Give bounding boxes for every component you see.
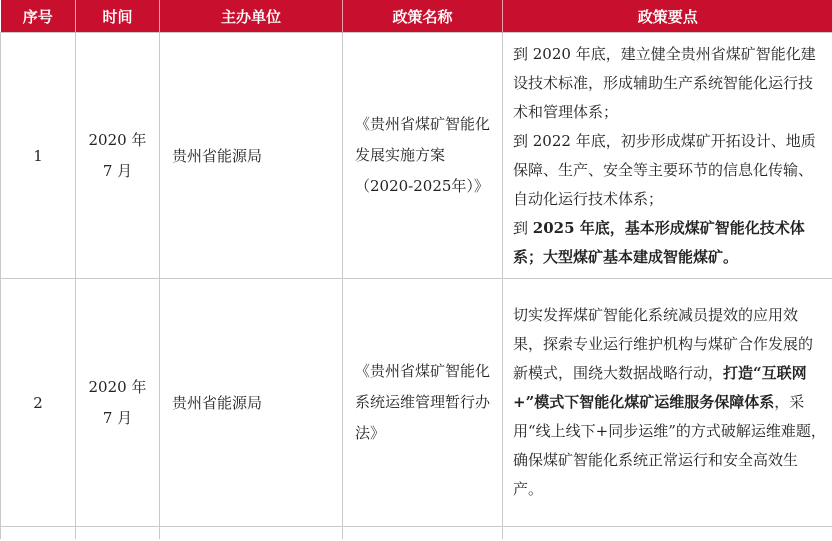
cell bbox=[503, 527, 832, 540]
row-policy-name: 《贵州省煤矿智能化系统运维管理暂行办法》 bbox=[343, 279, 503, 527]
header-points: 政策要点 bbox=[503, 0, 832, 33]
cell bbox=[160, 527, 343, 540]
row-org: 贵州省能源局 bbox=[160, 279, 343, 527]
points-bold-text: 打造“互联网+”模式下智能化煤矿运维服务保障体系 bbox=[513, 364, 807, 411]
row-policy-points bbox=[503, 279, 832, 527]
row-num: 2 bbox=[1, 279, 76, 527]
points-text: 切实发挥煤矿智能化系统减员提效的应用效果，探索专业运行维护机构与煤矿合作发展的新模式，围绕大数据战略行动， bbox=[513, 306, 814, 382]
points-text: 到 bbox=[513, 218, 533, 237]
cell bbox=[1, 527, 76, 540]
table-header-row bbox=[1, 0, 832, 33]
points-paragraph: 到 2022 年底，初步形成煤矿开拓设计、地质保障、生产、安全等主要环节的信息化传输、自动化运行技术体系； bbox=[513, 131, 816, 208]
header-num: 序号 bbox=[1, 0, 76, 33]
points-paragraph: 到 2020 年底，建立健全贵州省煤矿智能化建设技术标准，形成辅助生产系统智能化运行技术和管理体系； bbox=[513, 44, 816, 121]
row-org: 贵州省能源局 bbox=[160, 33, 343, 279]
points-bold-text: 2025 年底，基本形成煤矿智能化技术体系；大型煤矿基本建成智能煤矿。 bbox=[513, 218, 805, 266]
cell bbox=[76, 527, 160, 540]
row-time-line2: 7 月 bbox=[102, 408, 133, 427]
cell bbox=[343, 527, 503, 540]
header-time: 时间 bbox=[76, 0, 160, 33]
row-time-line2: 7 月 bbox=[102, 161, 133, 180]
table-row bbox=[1, 279, 832, 527]
header-name: 政策名称 bbox=[343, 0, 503, 33]
row-time-line1: 2020 年 bbox=[88, 130, 147, 149]
row-time bbox=[76, 33, 160, 279]
row-num: 1 bbox=[1, 33, 76, 279]
points-text: ，采用“线上线下+同步运维”的方式破解运维难题，确保煤矿智能化系统正常运行和安全高效生产。 bbox=[513, 393, 826, 498]
row-policy-points bbox=[503, 33, 832, 279]
table-row bbox=[1, 33, 832, 279]
points-paragraph bbox=[513, 214, 826, 272]
row-time bbox=[76, 279, 160, 527]
points-paragraph bbox=[513, 301, 826, 504]
table-row-partial bbox=[1, 527, 832, 540]
row-policy-name: 《贵州省煤矿智能化发展实施方案（2020-2025年）》 bbox=[343, 33, 503, 279]
header-org: 主办单位 bbox=[160, 0, 343, 33]
row-time-line1: 2020 年 bbox=[88, 377, 147, 396]
